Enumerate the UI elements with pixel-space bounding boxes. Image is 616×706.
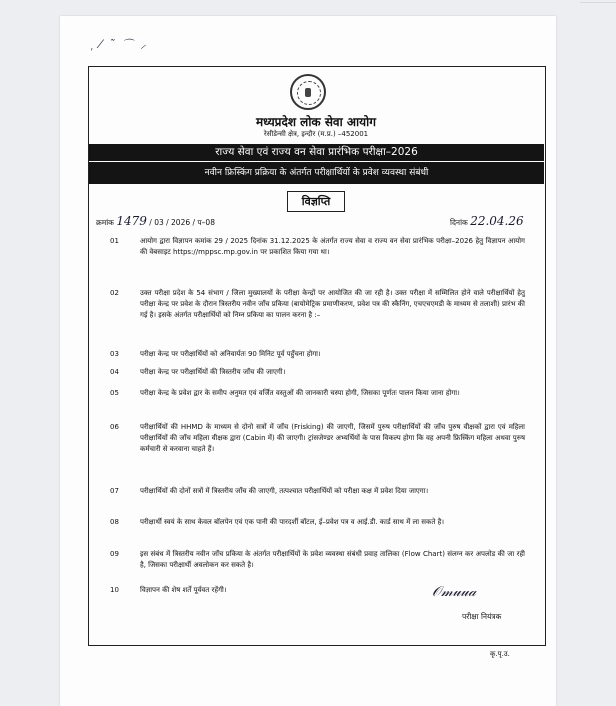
item-text: विज्ञापन की शेष शर्तें पूर्ववत रहेंगी। [140,586,227,594]
reference-number-handwritten: 1479 [116,214,147,228]
item-number: 04 [110,368,119,376]
organization-name: मध्यप्रदेश लोक सेवा आयोग [256,115,376,129]
item-text: आयोग द्वारा विज्ञापन कमांक 29 / 2025 दिनांक 31.12.2025 के अंतर्गत राज्य सेवा व राज्य वन सेवा प्रारंभिक परीक्षा–2026 हेतु विज्ञापन आयोग की वेबसाइट https://mppsc.mp.gov.in पर प्रकाशित किया गया था। [140,237,525,256]
reference-date [450,214,524,228]
exam-title-banner: राज्य सेवा एवं राज्य वन सेवा प्रारंभिक परीक्षा–2026 [89,144,544,161]
item-number: 10 [110,586,119,594]
page-turn-mark: कृ.पृ.उ. [490,650,510,658]
handwritten-scribble: ᷊ ⁄ ˜ ⌒ ⸝ [92,38,148,51]
item-number: 07 [110,487,119,495]
controller-signature: 𝒪𝓂𝓊𝓊𝒶 [432,584,477,600]
subject-banner: नवीन फ्रिस्किंग प्रक्रिया के अंतर्गत परीक्षार्थियों के प्रवेश व्यवस्था संबंधी [89,162,544,184]
page-edge-mark [580,2,616,3]
organization-address: रेसीडेन्सी क्षेत्र, इन्दौर (म.प्र.) –452001 [263,130,369,138]
item-text: परीक्षार्थियों की HHMD के माध्यम से दोनो सत्रों में जाँच (Frisking) की जाएगी, जिसमें पुरुष परीक्षार्थियों की जाँच पुरुष वीक्षकों द्वारा एवं महिला परीक्षार्थियों की जाँच महिला वीक्षक द्वारा (Cabin में) की जाएगी। ट्रांसजेण्डर अभ्यर्थियों के पास विकल्प होगा कि वह अपनी फ्रिस्किंग महिला अथवा पुरुष कर्मचारी से करवाना चाहते हैं। [140,423,525,453]
reference-date-label: दिनांक [450,218,468,227]
item-text: परीक्षार्थी स्वयं के साथ केवल बॉलपेन एवं एक पानी की पारदर्शी बॉटल, ई–प्रवेश पत्र व आई.डी. कार्ड साथ में ला सकते है। [140,518,445,526]
notice-heading-wrap [88,190,544,212]
item-text: परीक्षा केन्द्र पर परीक्षार्थियों को अनिवार्यतः 90 मिनिट पूर्व पहुँचना होगा। [140,350,321,358]
commission-emblem-icon [290,74,326,110]
reference-number-suffix: / 03 / 2026 / प–08 [149,218,215,227]
reference-number [96,214,215,228]
signatory-title: परीक्षा नियंत्रक [462,612,502,621]
reference-date-handwritten: 22.04.26 [470,214,524,228]
notice-heading: विज्ञप्ति [287,191,346,212]
item-number: 05 [110,389,119,397]
item-text: इस संबंध में त्रिस्तरीय नवीन जाँच प्रकिया के अंतर्गत परीक्षार्थियों के प्रवेश व्यवस्था संबंधी प्रवाह तालिका (Flow Chart) संलग्न कर अपलोड की जा रही है, जिसका परीक्षार्थी अवलोकन कर सकते है। [140,550,525,569]
reference-number-label: क्रमांक [96,218,114,227]
item-number: 03 [110,350,119,358]
item-text: परीक्षा केन्द्र के प्रवेश द्वार के समीप अनुमत एवं वर्जित वस्तुओं की जानकारी चस्पा होगी, जिसका पूर्णतः पालन किया जाना होगा। [140,389,460,397]
item-text: उक्त परीक्षा प्रदेश के 54 संभाग / जिला मुख्यालयों के परीक्षा केन्द्रों पर आयोजित की जा रही है। उक्त परीक्षा में सम्मिलित होने वाले परीक्षार्थियों हेतु परीक्षा केन्द्र पर प्रवेश के दौरान त्रिस्तरीय नवीन जाँच प्रकिया (बायोमेट्रिक प्रमाणीकरण, प्रवेश पत्र की स्कैनिंग, एचएचएमडी के माध्यम से तलाशी) प्रारंभ की गई है। इसके अंतर्गत परीक्षार्थियों को निम्न प्रकिया का पालन करना है :– [140,289,525,319]
item-text: परीक्षा केन्द्र पर परीक्षार्थियों की त्रिस्तरीय जाँच की जाएगी। [140,368,286,376]
item-number: 01 [110,237,119,245]
item-text: परीक्षार्थियों की दोनों सत्रों में त्रिस्तरीय जाँच की जाएगी, तत्पश्चात परीक्षार्थियों को परीक्षा कक्ष में प्रवेश दिया जाएगा। [140,487,429,495]
item-number: 02 [110,289,119,297]
item-number: 06 [110,423,119,431]
item-number: 08 [110,518,119,526]
item-number: 09 [110,550,119,558]
